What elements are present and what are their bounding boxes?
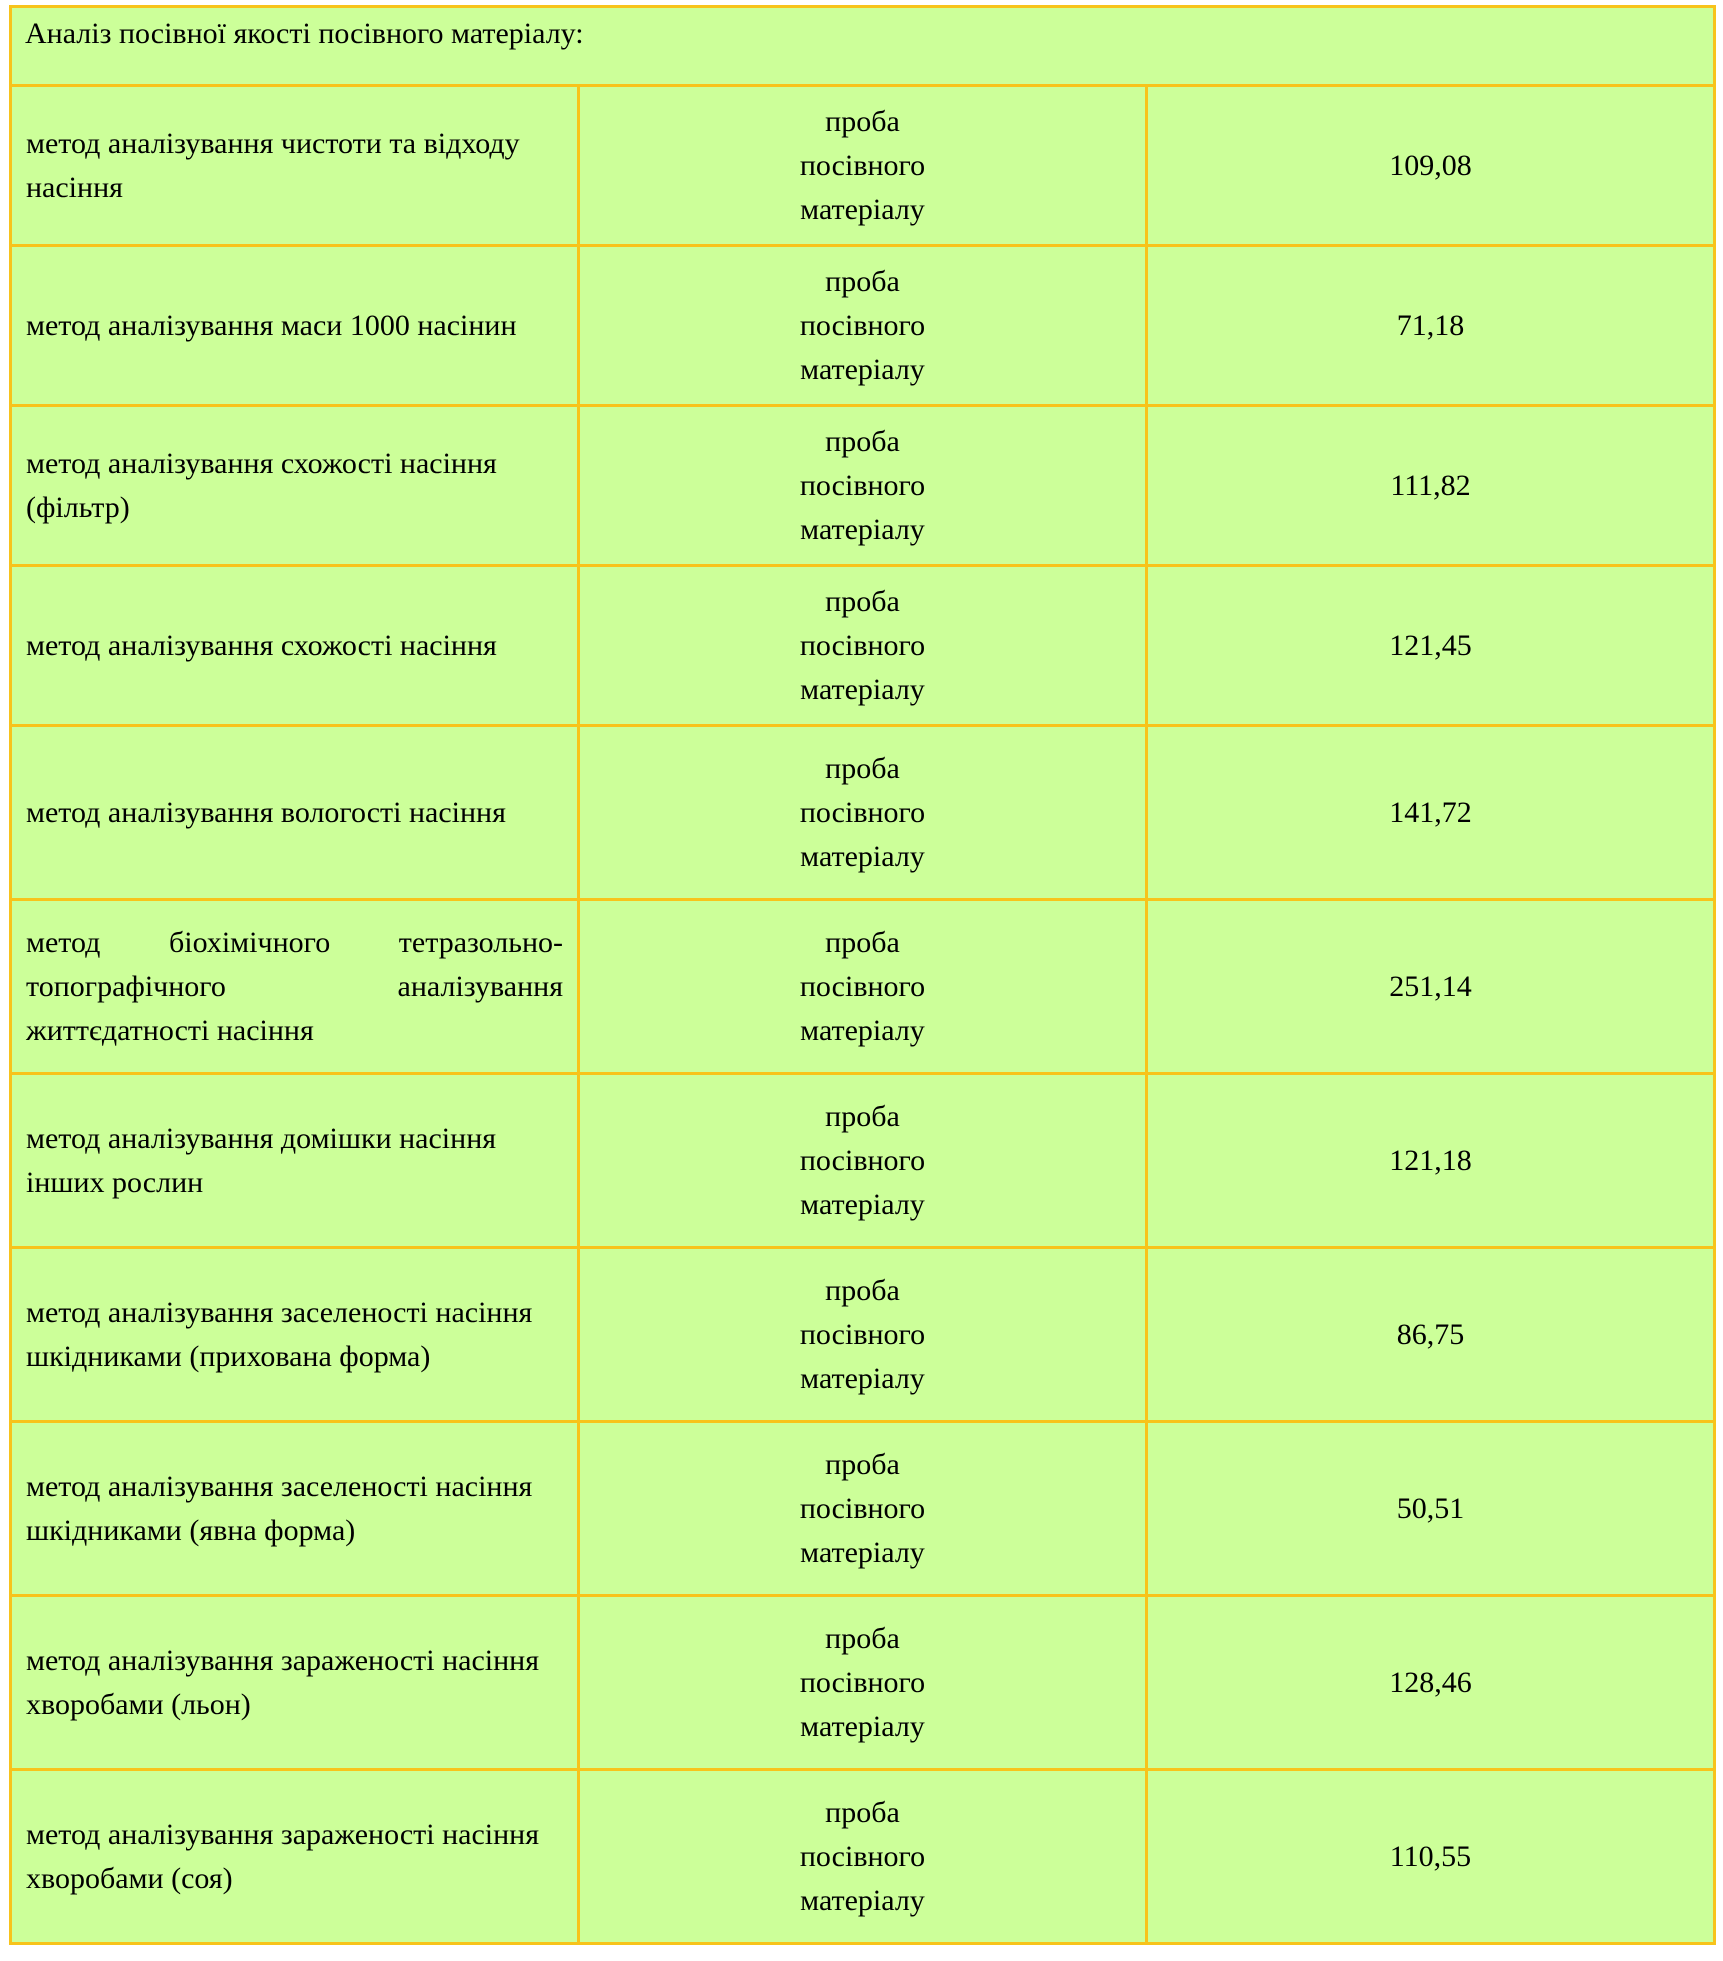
unit-line: проба bbox=[825, 424, 900, 458]
table-row bbox=[11, 900, 1715, 1074]
price-cell: 86,75 bbox=[1147, 1248, 1715, 1422]
table-row bbox=[11, 1422, 1715, 1596]
price-cell: 128,46 bbox=[1147, 1596, 1715, 1770]
method-name-cell: метод аналізування заселеності насіння шкідниками (прихована форма) bbox=[11, 1248, 579, 1422]
unit-line: проба bbox=[825, 925, 900, 959]
unit-line: матеріалу bbox=[800, 1535, 925, 1569]
unit-cell bbox=[579, 406, 1147, 566]
method-name-cell: метод аналізування маси 1000 насінин bbox=[11, 246, 579, 406]
unit-line: проба bbox=[825, 1795, 900, 1829]
table-row bbox=[11, 1248, 1715, 1422]
unit-line: проба bbox=[825, 584, 900, 618]
unit-cell bbox=[579, 726, 1147, 900]
price-cell: 50,51 bbox=[1147, 1422, 1715, 1596]
unit-line: посівного bbox=[799, 468, 926, 502]
unit-line: посівного bbox=[799, 1317, 926, 1351]
method-name-cell: метод аналізування схожості насіння (фільтр) bbox=[11, 406, 579, 566]
unit-line: матеріалу bbox=[800, 512, 925, 546]
unit-cell bbox=[579, 1074, 1147, 1248]
unit-line: матеріалу bbox=[800, 1013, 925, 1047]
method-name-cell: метод біохімічного тетразольно- топографічного аналізування життєдатності насіння bbox=[11, 900, 579, 1074]
price-cell: 121,45 bbox=[1147, 566, 1715, 726]
table-row bbox=[11, 1596, 1715, 1770]
unit-line: проба bbox=[825, 751, 900, 785]
unit-line: проба bbox=[825, 1621, 900, 1655]
unit-line: матеріалу bbox=[800, 192, 925, 226]
price-cell: 141,72 bbox=[1147, 726, 1715, 900]
price-cell: 109,08 bbox=[1147, 86, 1715, 246]
unit-cell bbox=[579, 1422, 1147, 1596]
unit-line: матеріалу bbox=[800, 1187, 925, 1221]
table-row bbox=[11, 86, 1715, 246]
unit-line: посівного bbox=[799, 969, 926, 1003]
unit-line: матеріалу bbox=[800, 1883, 925, 1917]
method-name-cell: метод аналізування домішки насіння інших рослин bbox=[11, 1074, 579, 1248]
table-row bbox=[11, 566, 1715, 726]
unit-line: посівного bbox=[799, 308, 926, 342]
unit-line: посівного bbox=[799, 795, 926, 829]
unit-line: проба bbox=[825, 1273, 900, 1307]
unit-line: проба bbox=[825, 1447, 900, 1481]
unit-line: посівного bbox=[799, 628, 926, 662]
unit-cell bbox=[579, 566, 1147, 726]
method-name-cell: метод аналізування вологості насіння bbox=[11, 726, 579, 900]
unit-cell bbox=[579, 1248, 1147, 1422]
unit-line: проба bbox=[825, 264, 900, 298]
method-name-cell: метод аналізування заселеності насіння шкідниками (явна форма) bbox=[11, 1422, 579, 1596]
table-row bbox=[11, 726, 1715, 900]
unit-line: посівного bbox=[799, 148, 926, 182]
unit-cell bbox=[579, 246, 1147, 406]
unit-line: матеріалу bbox=[800, 1709, 925, 1743]
unit-line: посівного bbox=[799, 1491, 926, 1525]
method-name-cell: метод аналізування зараженості насіння хворобами (льон) bbox=[11, 1596, 579, 1770]
unit-cell bbox=[579, 900, 1147, 1074]
unit-line: посівного bbox=[799, 1665, 926, 1699]
price-cell: 71,18 bbox=[1147, 246, 1715, 406]
unit-line: матеріалу bbox=[800, 839, 925, 873]
unit-line: проба bbox=[825, 1099, 900, 1133]
unit-cell bbox=[579, 1596, 1147, 1770]
unit-line: матеріалу bbox=[800, 672, 925, 706]
table-row bbox=[11, 1770, 1715, 1944]
unit-line: матеріалу bbox=[800, 352, 925, 386]
price-table bbox=[9, 5, 1716, 1945]
table-row bbox=[11, 406, 1715, 566]
method-name-cell: метод аналізування схожості насіння bbox=[11, 566, 579, 726]
price-cell: 111,82 bbox=[1147, 406, 1715, 566]
price-cell: 121,18 bbox=[1147, 1074, 1715, 1248]
unit-line: посівного bbox=[799, 1143, 926, 1177]
unit-line: посівного bbox=[799, 1839, 926, 1873]
method-name-cell: метод аналізування чистоти та відходу насіння bbox=[11, 86, 579, 246]
price-cell: 110,55 bbox=[1147, 1770, 1715, 1944]
section-title: Аналіз посівної якості посівного матеріалу: bbox=[11, 7, 1715, 86]
unit-line: матеріалу bbox=[800, 1361, 925, 1395]
method-name-cell: метод аналізування зараженості насіння хворобами (соя) bbox=[11, 1770, 579, 1944]
table-row bbox=[11, 246, 1715, 406]
unit-cell bbox=[579, 86, 1147, 246]
section-header-row bbox=[11, 7, 1715, 86]
unit-cell bbox=[579, 1770, 1147, 1944]
unit-line: проба bbox=[825, 104, 900, 138]
table-row bbox=[11, 1074, 1715, 1248]
price-cell: 251,14 bbox=[1147, 900, 1715, 1074]
